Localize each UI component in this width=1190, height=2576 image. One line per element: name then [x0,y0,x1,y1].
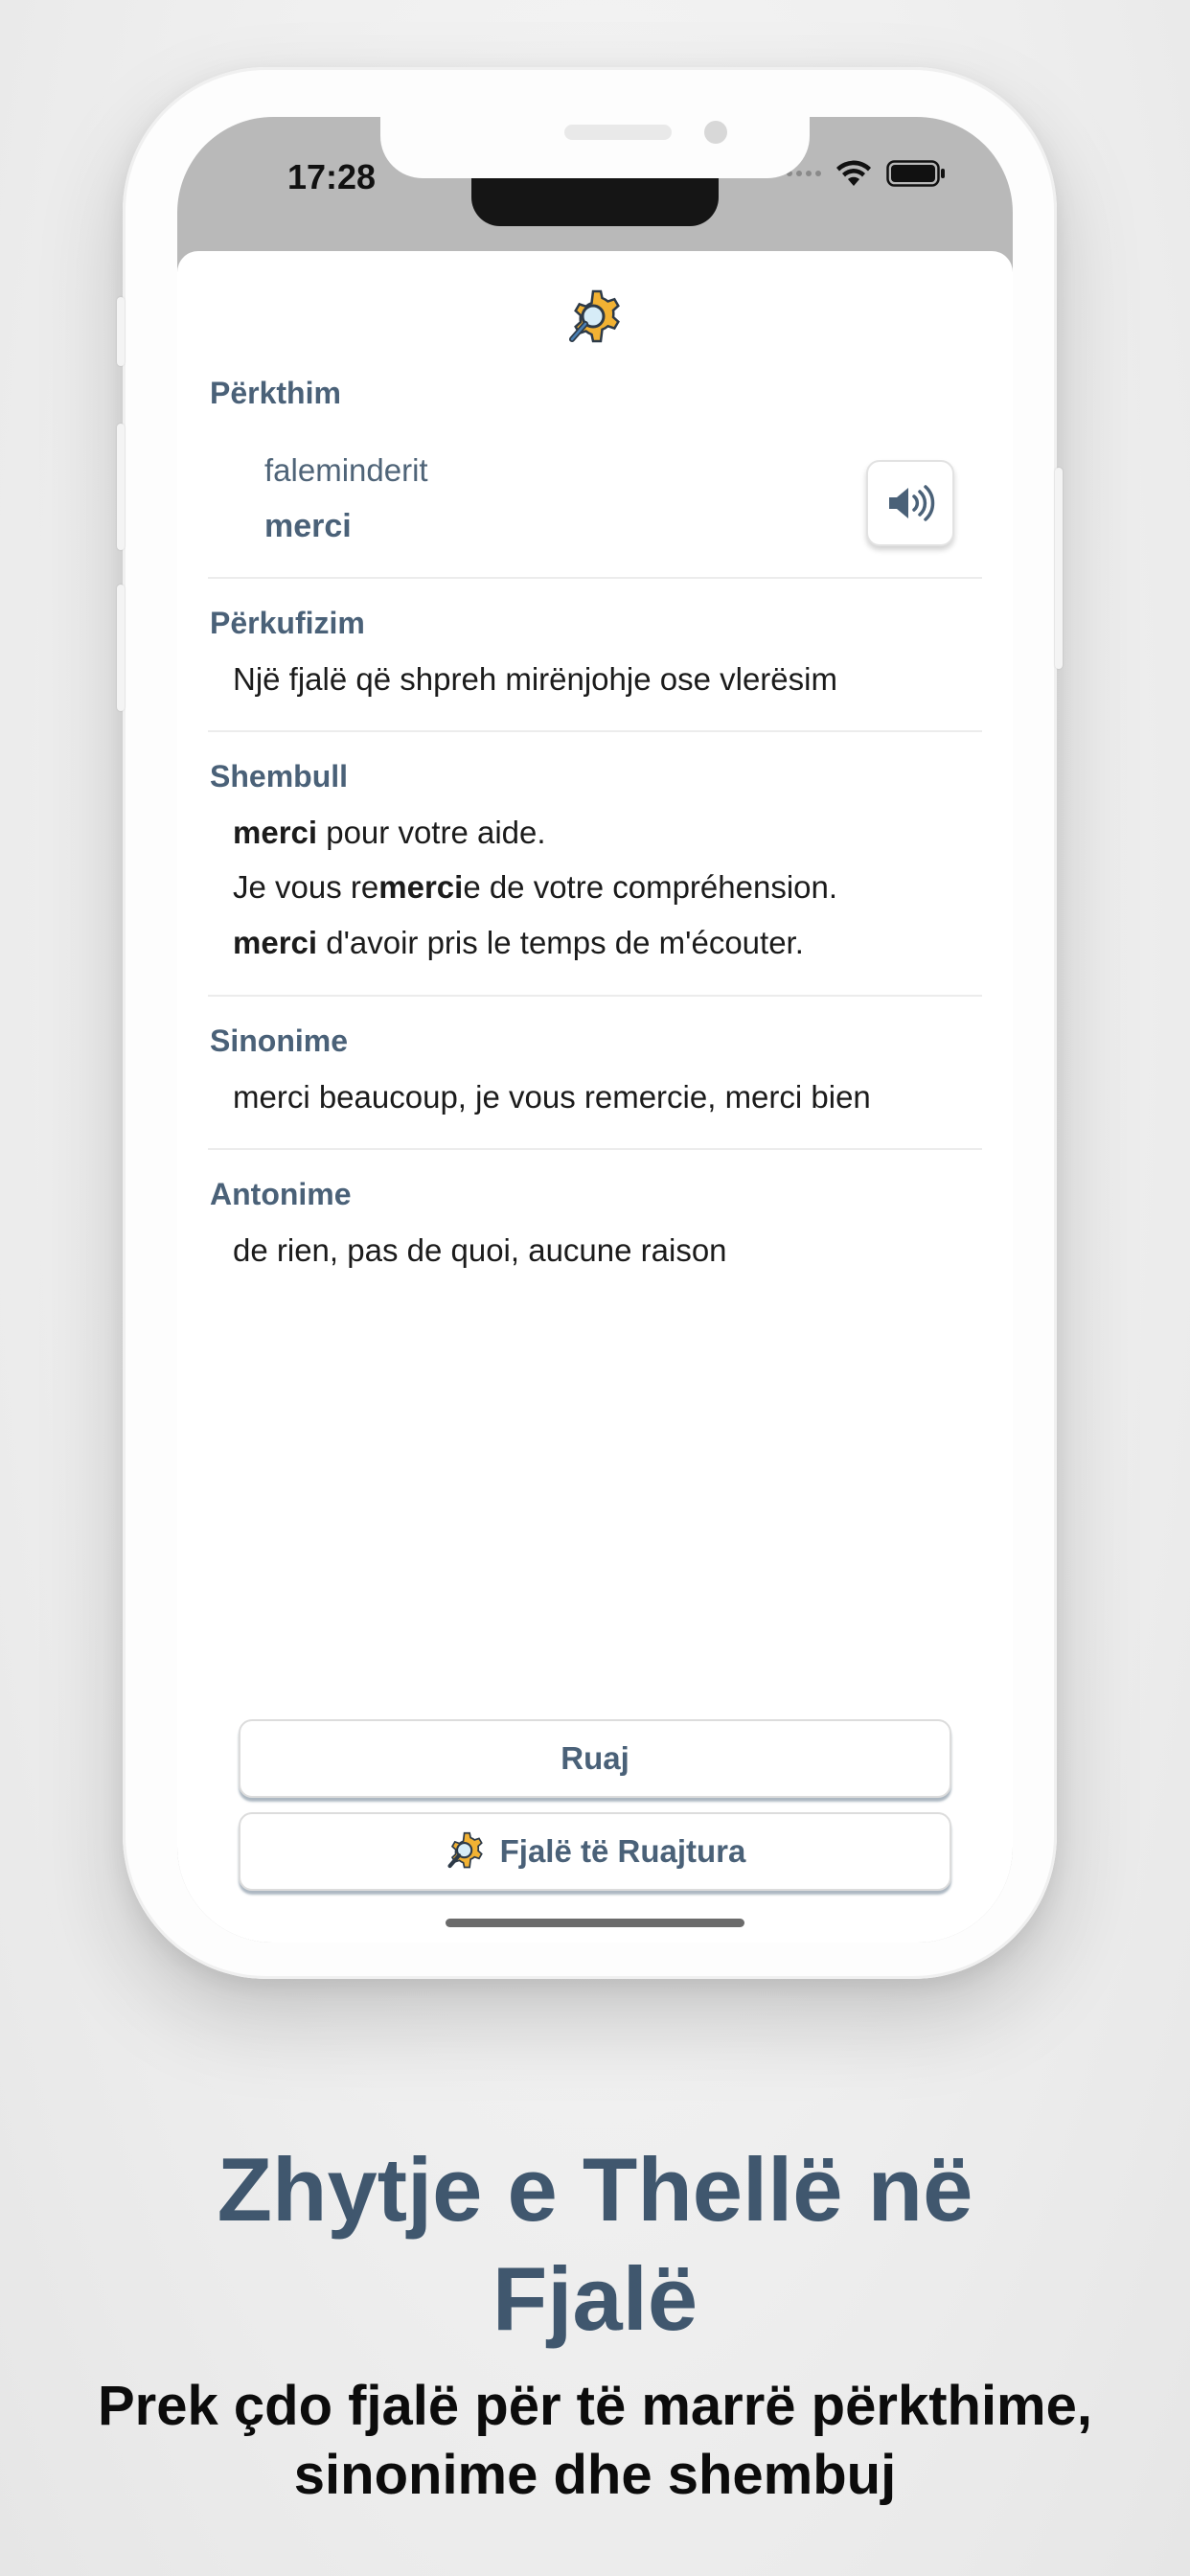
divider [208,730,982,732]
volume-up-button [117,424,125,550]
marketing-headline [0,2135,1190,2354]
saved-words-button[interactable] [239,1812,951,1891]
battery-icon [886,159,946,188]
divider [208,577,982,579]
status-time: 17:28 [287,157,377,196]
phone-frame [123,67,1057,1979]
target-word: merci [264,508,352,544]
wifi-icon [835,159,873,188]
home-indicator[interactable] [446,1919,744,1927]
subhead-line: sinonime dhe shembuj [293,2444,897,2506]
screen [177,117,1013,1943]
examples-title: Shembull [210,759,349,794]
translation-title: Përkthim [210,376,341,410]
cellular-signal-icon [787,171,821,176]
volume-down-button [117,585,125,711]
example-sentence[interactable]: merci pour votre aide. [233,815,546,850]
mute-switch [117,297,125,366]
headline-line: Fjalë [492,2248,698,2349]
example-sentence[interactable]: Je vous remercie de votre compréhension. [233,869,838,905]
saved-words-label: Fjalë të Ruajtura [499,1833,746,1869]
antonyms-text: de rien, pas de quoi, aucune raison [233,1232,727,1268]
source-word: faleminderit [264,452,428,488]
antonyms-title: Antonime [210,1177,352,1211]
synonyms-title: Sinonime [210,1024,349,1058]
divider [208,995,982,997]
save-button-label: Ruaj [561,1740,629,1776]
synonyms-text: merci beaucoup, je vous remercie, merci bien [233,1079,871,1115]
subhead-line: Prek çdo fjalë për të marrë përkthime, [98,2375,1092,2437]
notch [380,117,810,178]
front-camera [704,121,727,144]
headline-line: Zhytje e Thellë në [217,2139,973,2240]
divider [208,1148,982,1150]
speaker-icon [885,484,935,522]
definition-title: Përkufizim [210,606,365,640]
status-icons [787,159,946,188]
word-detail-sheet [177,251,1013,1943]
dynamic-island [471,178,719,226]
earpiece [564,125,672,140]
magnifier-gear-icon [445,1830,487,1873]
magnifier-gear-icon [564,288,626,349]
pronounce-button[interactable] [866,460,954,546]
marketing-subhead [0,2372,1190,2510]
definition-text: Një fjalë që shpreh mirënjohje ose vlerësim [233,661,837,697]
power-button [1055,468,1063,669]
save-button[interactable] [239,1719,951,1798]
example-sentence[interactable]: merci d'avoir pris le temps de m'écouter. [233,925,804,960]
